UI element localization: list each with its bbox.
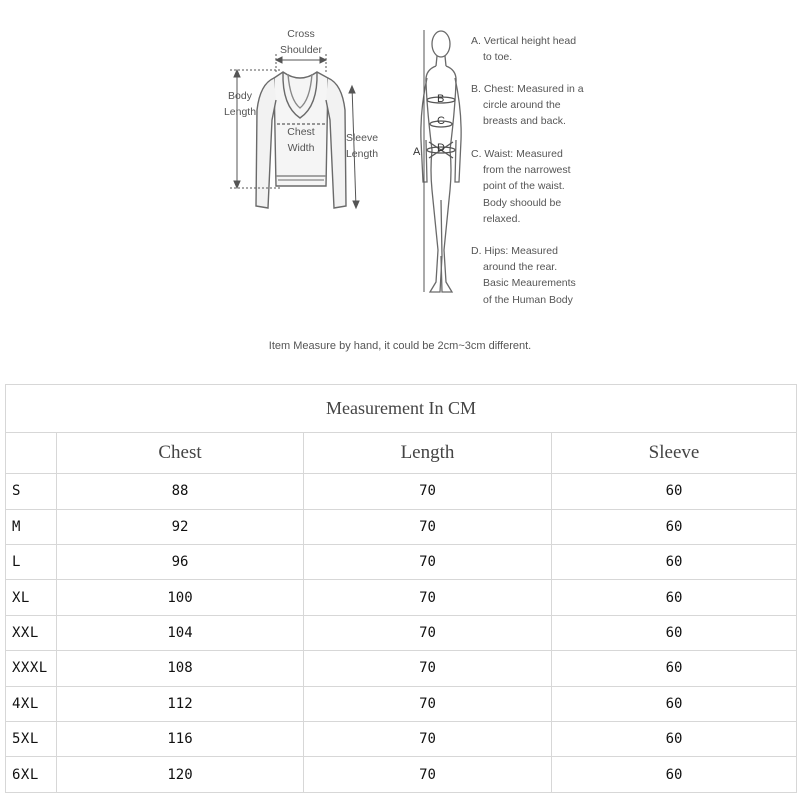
description-c-line: Body shoould be — [483, 196, 562, 209]
header-sleeve: Sleeve — [552, 433, 797, 475]
description-c-line: C. Waist: Measured — [471, 148, 563, 160]
length-cell: 70 — [304, 510, 552, 545]
size-table — [5, 384, 797, 793]
length-cell: 70 — [304, 651, 552, 686]
cross-shoulder-label — [275, 26, 327, 58]
sleeve-cell: 60 — [552, 580, 797, 615]
size-cell: M — [6, 510, 57, 545]
letter-b: B — [437, 93, 445, 105]
table-row — [6, 722, 797, 757]
description-a-line: A. Vertical height head — [471, 35, 577, 47]
length-cell: 70 — [304, 545, 552, 580]
chest-width-label — [282, 124, 320, 156]
chest-cell: 120 — [57, 757, 304, 793]
description-d — [471, 243, 576, 308]
cross-shoulder-line-2: Shoulder — [279, 44, 323, 56]
table-title: Measurement In CM — [6, 385, 797, 433]
chest-cell: 104 — [57, 616, 304, 651]
table-row — [6, 580, 797, 615]
description-c-line: point of the waist. — [483, 180, 565, 193]
sleeve-cell: 60 — [552, 687, 797, 722]
table-row — [6, 545, 797, 580]
table-row — [6, 510, 797, 545]
size-cell: L — [6, 545, 57, 580]
length-cell: 70 — [304, 687, 552, 722]
letter-a: A — [413, 146, 421, 158]
description-c-line: relaxed. — [483, 212, 521, 225]
description-d-line: of the Human Body — [483, 293, 573, 306]
length-cell: 70 — [304, 616, 552, 651]
sleeve-cell: 60 — [552, 510, 797, 545]
sleeve-length-label — [343, 130, 381, 162]
description-a — [471, 33, 576, 65]
chest-cell: 88 — [57, 474, 304, 509]
chest-cell: 108 — [57, 651, 304, 686]
chest-cell: 96 — [57, 545, 304, 580]
size-cell: 4XL — [6, 687, 57, 722]
human-figure — [421, 31, 461, 292]
header-length: Length — [304, 433, 552, 475]
table-header-row — [6, 433, 797, 475]
size-cell: XXXL — [6, 651, 57, 686]
sleeve-cell: 60 — [552, 545, 797, 580]
length-cell: 70 — [304, 474, 552, 509]
chest-cell: 100 — [57, 580, 304, 615]
sleeve-cell: 60 — [552, 474, 797, 509]
sleeve-length-line-2: Length — [345, 148, 379, 160]
chest-width-line-2: Width — [287, 142, 315, 154]
table-row — [6, 757, 797, 793]
description-b-line: circle around the — [483, 99, 561, 112]
description-b — [471, 81, 584, 130]
description-d-line: Basic Meaurements — [483, 277, 576, 290]
length-cell: 70 — [304, 757, 552, 793]
chest-width-line-1: Chest — [287, 126, 315, 138]
body-length-label — [220, 88, 260, 120]
sleeve-cell: 60 — [552, 757, 797, 793]
letter-c: C — [437, 115, 445, 127]
size-cell: XL — [6, 580, 57, 615]
length-cell: 70 — [304, 580, 552, 615]
sleeve-length-line-1: Sleeve — [345, 132, 379, 144]
description-a-line: to toe. — [483, 51, 513, 64]
measurement-diagram — [0, 0, 800, 380]
body-length-line-1: Body — [228, 90, 252, 102]
size-cell: XXL — [6, 616, 57, 651]
sleeve-cell: 60 — [552, 722, 797, 757]
sleeve-cell: 60 — [552, 616, 797, 651]
table-title-row — [6, 385, 797, 433]
sleeve-cell: 60 — [552, 651, 797, 686]
body-length-line-2: Length — [223, 106, 257, 118]
diagram-drawing — [0, 0, 800, 380]
description-c — [471, 146, 571, 227]
letter-d: D — [437, 142, 445, 154]
measure-note: Item Measure by hand, it could be 2cm~3cm different. — [268, 340, 532, 352]
size-cell: S — [6, 474, 57, 509]
table-row — [6, 616, 797, 651]
chest-cell: 92 — [57, 510, 304, 545]
description-d-line: D. Hips: Measured — [471, 245, 558, 257]
table-row — [6, 474, 797, 509]
description-c-line: from the narrowest — [483, 164, 571, 177]
cross-shoulder-line-1: Cross — [287, 28, 315, 40]
description-b-line: breasts and back. — [483, 115, 566, 128]
description-b-line: B. Chest: Measured in a — [471, 83, 584, 95]
table-row — [6, 651, 797, 686]
length-cell: 70 — [304, 722, 552, 757]
chest-cell: 112 — [57, 687, 304, 722]
size-cell: 6XL — [6, 757, 57, 793]
table-row — [6, 687, 797, 722]
header-size — [6, 433, 57, 475]
chest-cell: 116 — [57, 722, 304, 757]
size-cell: 5XL — [6, 722, 57, 757]
description-d-line: around the rear. — [483, 261, 558, 274]
header-chest: Chest — [57, 433, 304, 475]
